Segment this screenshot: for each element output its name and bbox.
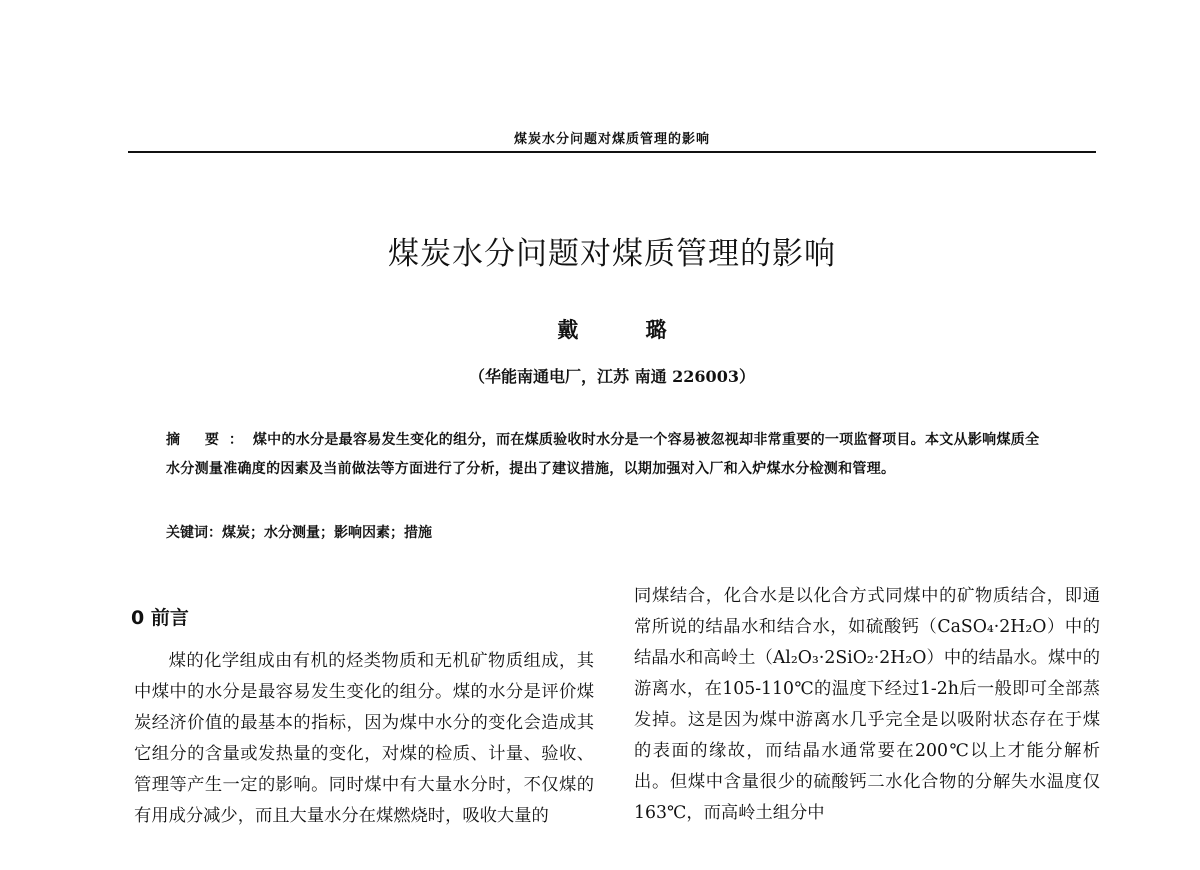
author-name: 戴 璐	[557, 317, 697, 342]
body-column-right	[634, 581, 1100, 829]
keywords-label: 关键词：	[166, 525, 222, 541]
body-column-left	[134, 646, 594, 832]
abstract-label: 摘 要：	[166, 432, 253, 448]
article-title: 煤炭水分问题对煤质管理的影响	[388, 236, 836, 272]
abstract-text: 煤中的水分是最容易发生变化的组分，而在煤质验收时水分是一个容易被忽视却非常重要的一项监督项目。本文从影响煤质全水分测量准确度的因素及当前做法等方面进行了分析，提出了建议措施，以期加强对入厂和入炉煤水分检测和管理。	[166, 432, 1040, 477]
body-paragraph: 煤的化学组成由有机的烃类物质和无机矿物质组成，其中煤中的水分是最容易发生变化的组分。煤的水分是评价煤炭经济价值的最基本的指标，因为煤中水分的变化会造成其它组分的含量或发热量的变化，对煤的检质、计量、验收、管理等产生一定的影响。同时煤中有大量水分时，不仅煤的有用成分减少，而且大量水分在煤燃烧时，吸收大量的	[134, 651, 594, 826]
section-heading: 0 前言	[131, 607, 189, 629]
author-affiliation: （华能南通电厂，江苏 南通 226003）	[469, 367, 755, 386]
header-rule	[128, 151, 1096, 153]
keywords	[166, 522, 432, 542]
keywords-text: 煤炭；水分测量；影响因素；措施	[222, 525, 432, 541]
body-paragraph: 同煤结合，化合水是以化合方式同煤中的矿物质结合，即通常所说的结晶水和结合水，如硫酸钙（CaSO₄·2H₂O）中的结晶水和高岭土（Al₂O₃·2SiO₂·2H₂O）中的结晶水。煤中的游离水，在105-110℃的温度下经过1-2h后一般即可全部蒸发掉。这是因为煤中游离水几乎完全是以吸附状态存在于煤的表面的缘故，而结晶水通常要在200℃以上才能分解析出。但煤中含量很少的硫酸钙二水化合物的分解失水温度仅163℃，而高岭土组分中	[634, 586, 1100, 823]
running-header: 煤炭水分问题对煤质管理的影响	[513, 132, 710, 147]
abstract	[166, 426, 1046, 484]
